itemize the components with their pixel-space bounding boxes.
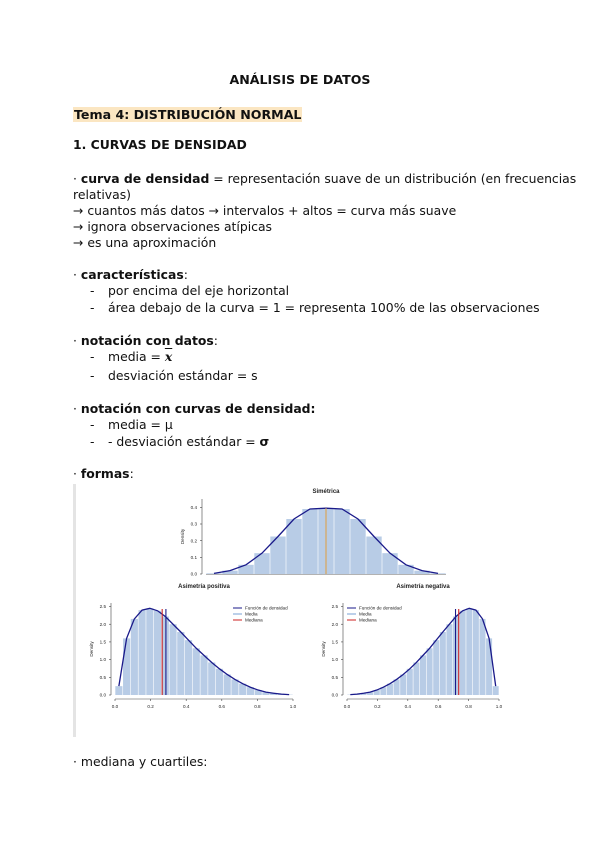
y-tick-label: 2.0 [99,621,106,627]
x-tick-label: 0.4 [404,704,411,709]
y-tick-label: 0.3 [190,521,197,527]
list-item: - por encima del eje horizontal [90,283,290,298]
x-tick-label: 0.0 [111,704,119,709]
shapes-heading: · formas: [73,466,134,481]
chart-title: Asimetría positiva [178,584,230,590]
y-axis-label: Density [89,641,94,657]
distribution-charts [73,484,523,737]
histogram-bar [224,674,231,695]
y-tick-label: 0.0 [190,571,197,577]
x-tick-label: 0.6 [435,704,442,709]
density-definition-line: · curva de densidad = representación suave de un distribución (en frecuencias [73,171,577,186]
density-definition: = representación suave de un distribución (en frecuencias [209,171,577,186]
histogram-bar [115,686,122,695]
histogram-bar [216,669,223,695]
x-tick-label: 1.0 [495,704,503,709]
x-tick-label: 0.4 [183,704,190,709]
chart-title: Simétrica [312,489,340,495]
list-item: - media = μ [90,417,173,432]
y-tick-label: 1.0 [99,657,106,663]
document-title: ANÁLISIS DE DATOS [229,72,371,87]
histogram-bar [131,619,138,695]
section-heading: 1. CURVAS DE DENSIDAD [73,137,247,152]
chart-title: Asimetría negativa [396,584,450,590]
legend-label: Media [359,611,372,617]
histogram-bar [427,648,433,695]
x-tick-label: 0.8 [465,704,472,709]
histogram-bar [123,638,130,695]
characteristics-heading: · características: [73,267,188,282]
x-tick-label: 0.2 [374,704,381,709]
histogram-bar [334,509,349,574]
list-item: - área debajo de la curva = 1 = representa 100% de las observaciones [90,300,540,315]
y-tick-label: 2.0 [331,621,338,627]
histogram-bar [466,608,472,695]
histogram-bar [185,640,192,695]
histogram-bar [394,679,400,695]
histogram-bar [193,648,200,695]
shapes-figure [73,484,523,737]
y-tick-label: 0.2 [190,538,197,544]
x-tick-label: 0.6 [218,704,225,709]
histogram-bar [286,519,301,574]
y-tick-label: 1.5 [331,639,338,645]
histogram-bar [139,610,146,695]
histogram-bar [460,611,466,695]
density-term: curva de densidad [80,171,210,186]
legend-label: Mediana [359,617,377,623]
y-axis-label: Density [321,641,326,657]
histogram-bar [231,679,238,695]
list-item: - - desviación estándar = σ [90,434,270,449]
histogram-bar [440,632,446,695]
histogram-bar [446,624,452,695]
histogram-bar [479,619,485,695]
legend-label: Mediana [245,617,263,623]
curve-notation-heading: · notación con curvas de densidad: [73,401,316,416]
legend-label: Función de densidad [245,605,288,611]
histogram-bar [208,662,215,695]
density-point: → es una aproximación [73,235,217,250]
histogram-bar [413,662,419,695]
figure-edge [73,484,76,737]
y-tick-label: 0.5 [99,674,106,680]
histogram-bar [177,632,184,695]
y-tick-label: 2.5 [331,604,338,610]
histogram-bar [146,608,153,695]
y-tick-label: 1.5 [99,639,106,645]
histogram-bar [200,655,207,695]
histogram-bar [473,610,479,695]
y-tick-label: 1.0 [331,657,338,663]
x-tick-label: 0.2 [147,704,154,709]
histogram-bar [400,674,406,695]
density-definition-cont: relativas) [73,187,131,202]
density-point: → cuantos más datos → intervalos + altos = curva más suave [73,203,457,218]
next-heading: · mediana y cuartiles: [73,754,208,769]
y-tick-label: 2.5 [99,604,106,610]
y-tick-label: 0.0 [331,692,338,698]
x-bar-symbol: $\overline{x}$ [164,349,173,364]
y-tick-label: 0.4 [190,504,197,510]
histogram-bar [169,624,176,695]
y-tick-label: 0.0 [99,692,106,698]
list-item: - media = $\overline{x}$ [90,349,173,364]
x-tick-label: 0.0 [343,704,351,709]
data-notation-heading: · notación con datos: [73,333,218,348]
topic-heading: Tema 4: DISTRIBUCIÓN NORMAL [74,107,302,122]
list-item: - desviación estándar = s [90,368,258,383]
histogram-bar [350,519,365,574]
histogram-bar [420,655,426,695]
histogram-bar [206,573,221,574]
histogram-bar [154,611,161,695]
y-tick-label: 0.5 [331,674,338,680]
density-point: → ignora observaciones atípicas [73,219,273,234]
histogram-bar [407,669,413,695]
legend-label: Media [245,611,258,617]
y-tick-label: 0.1 [190,554,197,560]
histogram-bar [162,616,169,695]
legend-label: Función de densidad [359,605,402,611]
x-tick-label: 0.8 [254,704,261,709]
histogram-bar [486,638,492,695]
x-tick-label: 1.0 [289,704,297,709]
histogram-bar [493,686,499,695]
histogram-bar [433,640,439,695]
histogram-bar [430,573,445,574]
histogram-bar [302,509,317,574]
y-axis-label: Density [180,528,185,545]
